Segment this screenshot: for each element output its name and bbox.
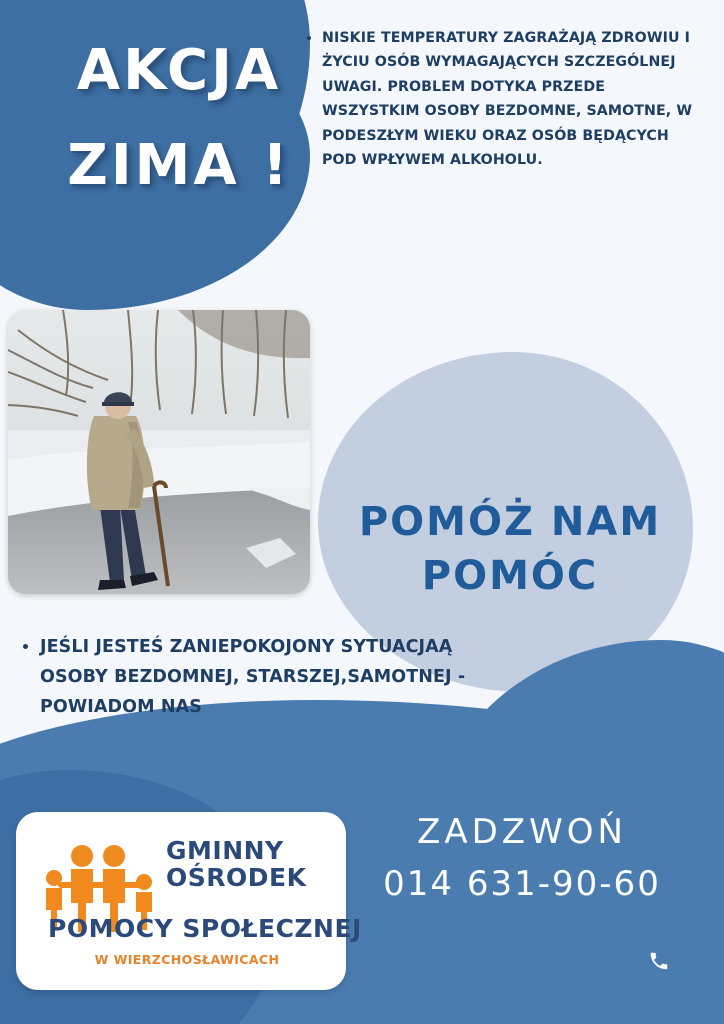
- headline-help-us: [330, 495, 690, 603]
- headline-line-2: POMÓC: [421, 553, 599, 599]
- intro-bullet-item: • NISKIE TEMPERATURY ZAGRAŻAJĄ ZDROWIU I ŻYCIU OSÓB WYMAGAJĄCYCH SZCZEGÓLNEJ UWAGI. PROBLEM DOTYKA PRZEDE WSZYSTKIM OSOBY BEZDOMNE, SAMOTNE, W PODESZŁYM WIEKU ORAZ OSÓB BĘDĄCYCH POD WPŁYWEM ALKOHOLU.: [322, 26, 700, 173]
- call-to-action-text-block: [18, 632, 488, 722]
- intro-text-block: [300, 26, 700, 173]
- title-line-2: ZIMA !: [67, 132, 291, 198]
- organization-logo-card: [16, 812, 362, 990]
- photo-illustration: [8, 310, 310, 594]
- headline-line-1: POMÓŻ NAM: [358, 499, 662, 545]
- logo-wordmark: [48, 836, 362, 943]
- intro-bullet-list: [300, 26, 700, 173]
- cta-bullet-item: • JEŚLI JESTEŚ ZANIEPOKOJONY SYTUACJAĄ OSOBY BEZDOMNEJ, STARSZEJ,SAMOTNEJ - POWIADOM NAS: [40, 632, 488, 722]
- cta-bullet-list: [18, 632, 488, 722]
- logo-subtitle: W WIERZCHOSŁAWICACH: [94, 952, 280, 967]
- phone-number[interactable]: 014 631-90-60: [383, 864, 661, 904]
- phone-icon: [648, 950, 670, 977]
- logo-word-2: OŚRODEK: [166, 862, 307, 892]
- contact-block: [352, 812, 692, 904]
- title-line-1: AKCJA: [76, 38, 282, 103]
- photo-elderly-man-winter: [8, 310, 310, 594]
- poster-title: [54, 38, 304, 198]
- call-label: ZADZWOŃ: [417, 812, 627, 852]
- logo-word-3: POMOCY SPOŁECZNEJ: [48, 914, 362, 943]
- logo-word-1: GMINNY: [166, 836, 284, 865]
